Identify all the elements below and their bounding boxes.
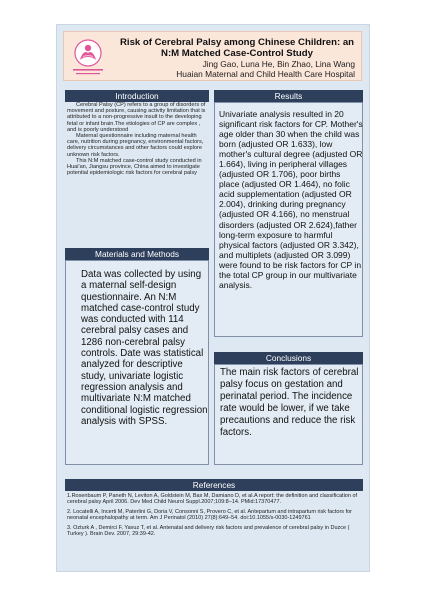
introduction-paragraph: Maternal questionnaire including maternal health care, nutrition during pregnancy, environmental factors, delivery circumstances and other factors could explore unknown risk factors. — [67, 133, 204, 158]
reference-item: 2. Locatelli A, Incerti M, Paterlini G, Doria V, Consonni S, Provero C, et al. Antepartum and intrapartum risk factors for neonatal encephalopathy at term. Am J Perinatol (2010) 27(8):649–54. doi:10.1055/s-0030-1249761 — [67, 508, 353, 522]
poster-title: Risk of Cerebral Palsy among Chinese Children: an N:M Matched Case-Control Study — [119, 37, 355, 59]
introduction-text — [67, 102, 208, 238]
results-text: Univariate analysis resulted in 20 significant risk factors for CP. Mother's age older than 30 when the child was born (adjusted OR 1.633), low mother's cultural degree (adjusted OR 1.664), living in peripheral villages (adjusted OR 1.706), poor births place (adjusted OR 1.464), no folic acid supplementation (adjusted OR 2.004), drinking during pregnancy (adjusted OR 4.166), no menstrual disorders (adjusted OR 2.624),father long-term exposure to harmful physical factors (adjusted OR 3.342), and multiplets (adjusted OR 3.099) were found to be risk factors for CP in the total CP group in our multivariate analysis. — [219, 109, 363, 290]
reference-item: 3. Ozturk A , Demirci F, Yavuz T, et al. Antenatal and delivery risk factors and prevalence of cerebral palsy in Duzce ( Turkey ). Brain Dev. 2007, 29:39-42. — [67, 524, 350, 538]
introduction-paragraph: This N:M matched case-control study conducted in Huai'an, Jiangsu province, China aimed to investigate potential epidemiologic risk factors for cerebral palsy — [67, 157, 202, 177]
affiliation: Huaian Maternal and Child Health Care Hospital — [176, 68, 355, 79]
conclusions-heading: Conclusions — [214, 352, 363, 364]
authors: Jing Gao, Luna He, Bin Zhao, Lina Wang — [202, 59, 355, 69]
references-list — [67, 493, 363, 540]
reference-item: 1.Rosenbaum P, Paneth N, Leviton A, Goldstein M, Bax M, Damiano D, et al.A report: the definition and classification of cerebral palsy April 2006. Dev Med Child Neurol Suppl.2007;109:8–14. PMid:17370477. — [67, 493, 358, 506]
introduction-heading: Introduction — [65, 90, 209, 102]
introduction-paragraph: Cerebral Palsy (CP) refers to a group of disorders of movement and posture, causing activity limitation that is attributed to a non-progressive insult to the developing fetal or infant brain.The etiologies of CP are complex , and is poorly understood — [67, 102, 206, 133]
methods-text: Data was collected by using a maternal self-design questionnaire. An N:M matched case-control study was conducted with 114 cerebral palsy cases and 1286 non-cerebral palsy controls. Date was statistical analyzed for descriptive study, univariate logistic regression analysis and multivariate N:M matched conditional logistic regression analysis with SPSS. — [81, 269, 208, 427]
methods-heading: Materials and Methods — [65, 248, 209, 260]
references-heading: References — [65, 479, 363, 491]
conclusions-text: The main risk factors of cerebral palsy focus on gestation and perinatal period. The incidence rate would be lower, if we take precautions and reduce the risk factors. — [220, 367, 359, 439]
hospital-logo-icon — [68, 36, 108, 78]
poster-header — [63, 31, 362, 81]
results-heading: Results — [214, 90, 363, 102]
author-block — [115, 60, 355, 79]
